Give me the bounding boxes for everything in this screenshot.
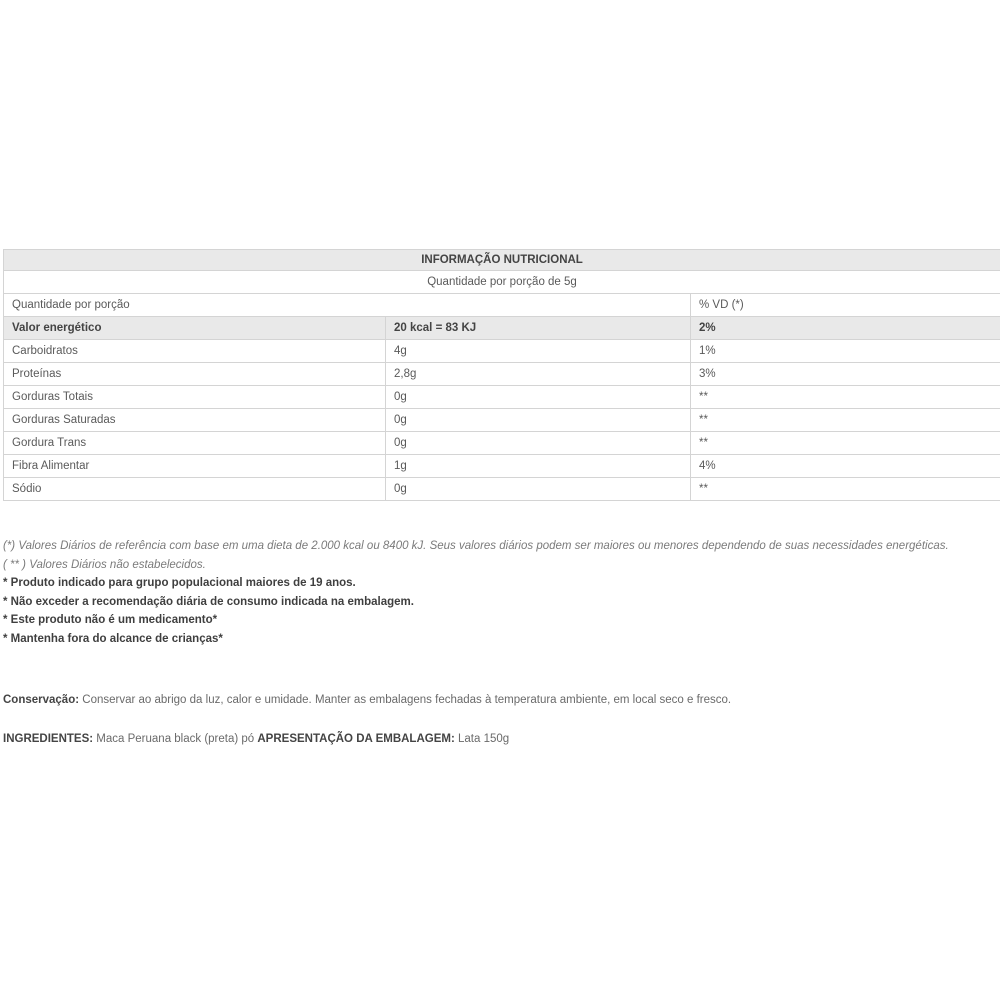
table-title: INFORMAÇÃO NUTRICIONAL [4,250,1000,271]
nutrient-vd: ** [691,478,1000,501]
table-row [4,432,1000,455]
conservation-label: Conservação: [3,694,80,706]
warning-not-medicine: * Este produto não é um medicamento* [3,614,218,626]
nutrient-amount: 0g [386,386,691,409]
header-quantity-label: Quantidade por porção [4,294,691,317]
nutrient-amount: 0g [386,478,691,501]
ingredients-paragraph [3,731,993,747]
ingredients-label: INGREDIENTES: [3,733,94,745]
nutrient-vd: ** [691,386,1000,409]
footnotes [3,537,993,648]
portion-size: Quantidade por porção de 5g [4,271,1000,294]
presentation-text: Lata 150g [454,733,510,745]
nutrient-name: Gordura Trans [4,432,386,455]
table-row [4,409,1000,432]
ingredients-text: Maca Peruana black (preta) pó [93,733,258,745]
nutrient-amount: 2,8g [386,363,691,386]
nutrient-name: Fibra Alimentar [4,455,386,478]
conservation-text: Conservar ao abrigo da luz, calor e umidade. Manter as embalagens fechadas à temperatura ambiente, em local seco e fresco. [79,694,732,706]
table-row [4,386,1000,409]
warning-age: * Produto indicado para grupo populacional maiores de 19 anos. [3,577,356,589]
table-row [4,340,1000,363]
nutrient-name: Gorduras Totais [4,386,386,409]
nutrient-vd: 4% [691,455,1000,478]
nutrient-name: Proteínas [4,363,386,386]
table-row [4,363,1000,386]
conservation-paragraph [3,692,993,708]
nutrient-vd: 3% [691,363,1000,386]
nutrient-amount: 0g [386,432,691,455]
warning-dosage: * Não exceder a recomendação diária de consumo indicada na embalagem. [3,595,414,608]
nutrient-amount: 1g [386,455,691,478]
energy-row [4,317,1000,340]
daily-values-note: (*) Valores Diários de referência com base em uma dieta de 2.000 kcal ou 8400 kJ. Seus valores diários podem ser maiores ou menores dependendo de suas necessidades energéticas. [3,540,949,552]
portion-row [4,271,1000,294]
nutrient-vd: ** [691,409,1000,432]
table-title-row [4,250,1000,271]
presentation-label: APRESENTAÇÃO DA EMBALAGEM: [257,733,455,745]
nutrient-vd: ** [691,432,1000,455]
header-row [4,294,1000,317]
nutrient-name: Carboidratos [4,340,386,363]
nutrient-amount: 20 kcal = 83 KJ [386,317,691,340]
nutrient-vd: 2% [691,317,1000,340]
nutrient-name: Valor energético [4,317,386,340]
nutrient-amount: 4g [386,340,691,363]
header-vd-label: % VD (*) [691,294,1000,317]
nutrient-name: Gorduras Saturadas [4,409,386,432]
table-row [4,455,1000,478]
nutrient-amount: 0g [386,409,691,432]
warning-children: * Mantenha fora do alcance de crianças* [3,632,223,645]
nutrition-table [3,249,1000,501]
nutrient-vd: 1% [691,340,1000,363]
not-established-note: ( ** ) Valores Diários não estabelecidos. [3,558,206,571]
nutrient-name: Sódio [4,478,386,501]
table-row [4,478,1000,501]
